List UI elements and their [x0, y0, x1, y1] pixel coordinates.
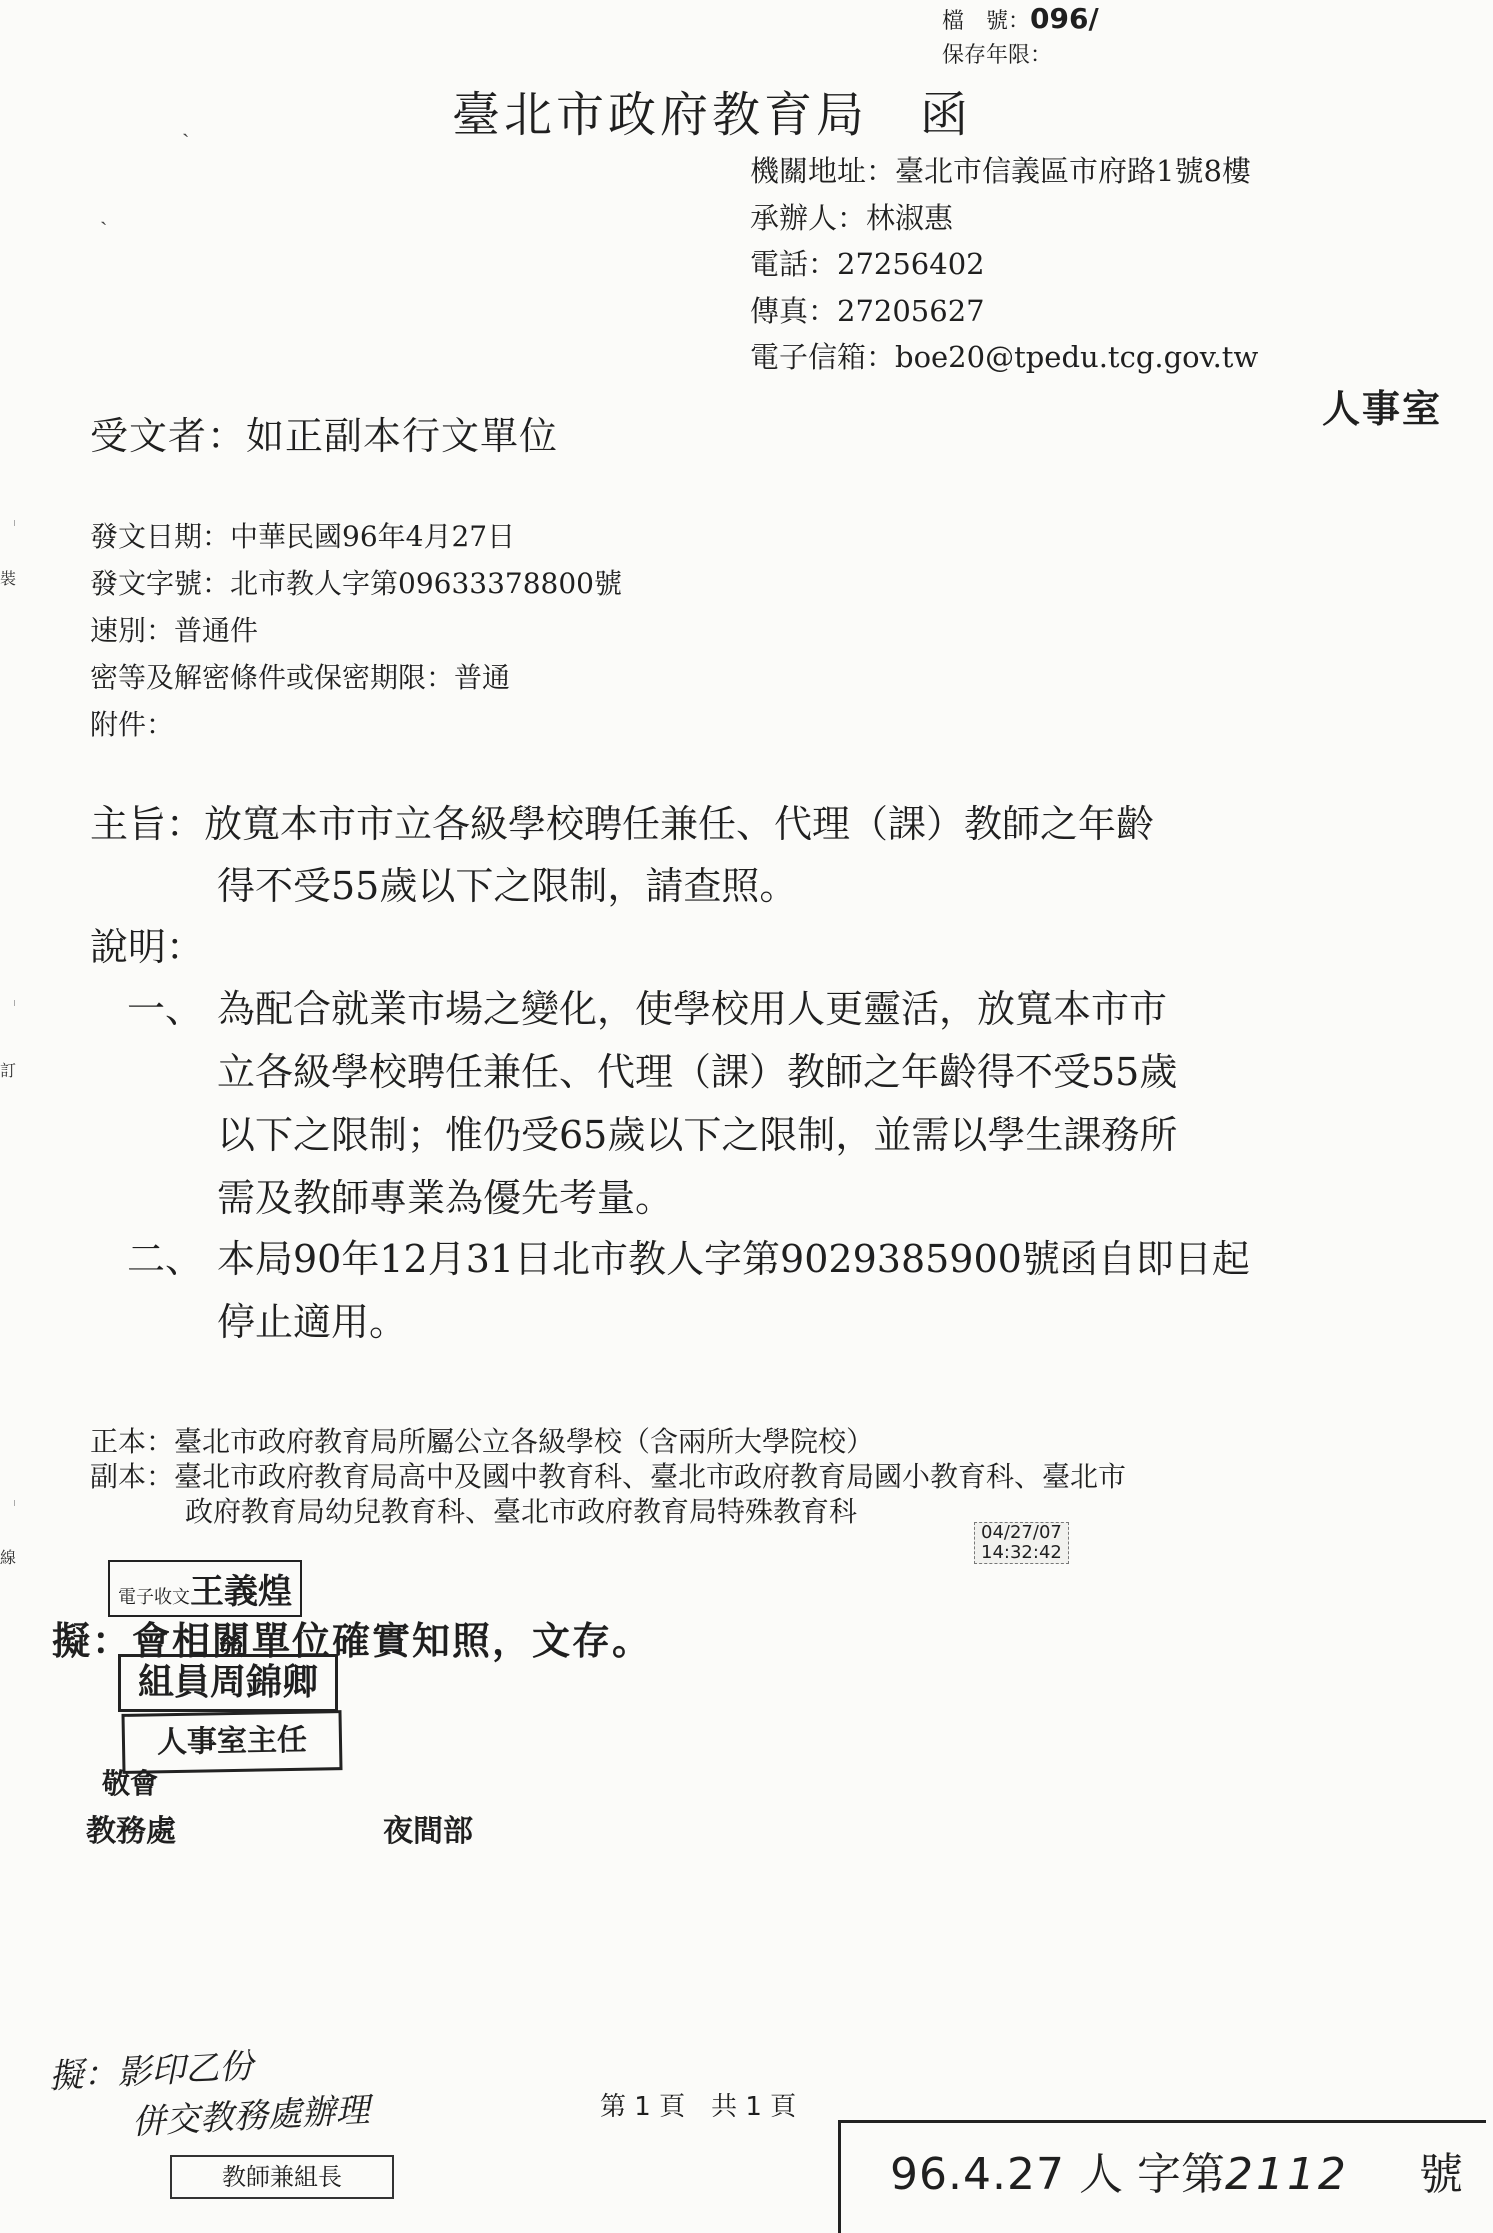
timestamp-date: 04/27/07 — [981, 1522, 1062, 1543]
description-item — [127, 978, 1177, 1230]
e-receipt-stamp — [108, 1560, 302, 1617]
attachment: 附件： — [90, 708, 175, 741]
personnel-director-seal: 人事室主任 — [121, 1710, 342, 1774]
speed-class: 速別：普通件 — [90, 614, 259, 647]
issue-date: 發文日期：中華民國96年4月27日 — [90, 520, 516, 553]
file-number-block — [942, 2, 1099, 73]
academic-affairs-office: 教務處 — [86, 1814, 176, 1849]
agency-contact — [750, 148, 1258, 381]
handler: 承辦人：林淑惠 — [750, 200, 954, 235]
handwritten-note-line: 併交教務處辦理 — [130, 2090, 371, 2143]
night-division: 夜間部 — [383, 1814, 473, 1849]
item-text: 本局90年12月31日北市教人字第9029385900號函自即日起 — [217, 1237, 1250, 1281]
item-text: 立各級學校聘任兼任、代理（課）教師之年齡得不受55歲 — [217, 1050, 1178, 1094]
item-number: 一、 — [127, 987, 204, 1031]
item-text: 以下之限制；惟仍受65歲以下之限制，並需以學生課務所 — [217, 1113, 1178, 1157]
margin-mark-ding: 訂 — [0, 1061, 17, 1080]
subject-line-2: 得不受55歲以下之限制，請查照。 — [217, 864, 798, 908]
subject-line-1: 主旨：放寬本市市立各級學校聘任兼任、代理（課）教師之年齡 — [90, 802, 1155, 846]
receipt-timestamp — [974, 1522, 1069, 1564]
teacher-seal: 教師兼組長 — [170, 2155, 394, 2199]
copy-recipients: 副本：臺北市政府教育局高中及國中教育科、臺北市政府教育局國小教育科、臺北市 — [90, 1460, 1127, 1493]
phone: 電話：27256402 — [750, 247, 985, 281]
e-receipt-name: 王義煌 — [190, 1572, 292, 1612]
file-label: 檔 號： — [942, 9, 1031, 34]
description-item — [127, 1228, 1250, 1354]
secrecy-level: 密等及解密條件或保密期限：普通 — [90, 661, 511, 694]
draft-instruction: 擬：會相關單位確實知照，文存。 — [52, 1619, 653, 1663]
scan-speck: ˏ — [100, 201, 108, 226]
margin-mark-xian: 線 — [0, 1548, 17, 1567]
item-text: 停止適用。 — [217, 1300, 408, 1344]
handwritten-note-line: 擬：影印乙份 — [48, 2046, 255, 2097]
subject — [90, 793, 1154, 917]
retention-label: 保存年限： — [942, 43, 1053, 68]
receipt-number: 2112 — [1224, 2149, 1349, 2200]
email: 電子信箱：boe20@tpedu.tcg.gov.tw — [750, 340, 1259, 374]
agency-address: 機關地址：臺北市信義區市府路1號8樓 — [750, 154, 1251, 188]
scan-speck: ˏ — [182, 113, 190, 138]
timestamp-time: 14:32:42 — [981, 1542, 1062, 1563]
receipt-prefix: 人 字第 — [1078, 2149, 1225, 2200]
item-number: 二、 — [127, 1237, 204, 1281]
fax: 傳真：27205627 — [750, 293, 985, 328]
receipt-suffix: 號 — [1418, 2149, 1463, 2200]
e-receipt-label: 電子收文 — [118, 1587, 190, 1608]
copy-recipients-cont: 政府教育局幼兒教育科、臺北市政府教育局特殊教育科 — [185, 1495, 858, 1528]
document-number: 發文字號：北市教人字第09633378800號 — [90, 567, 622, 600]
hr-department-stamp: 人事室 — [1322, 386, 1443, 431]
binding-tick — [14, 1000, 15, 1006]
binding-tick — [14, 520, 15, 526]
original-recipients: 正本：臺北市政府教育局所屬公立各級學校（含兩所大學院校） — [90, 1425, 875, 1458]
handwritten-note — [48, 2035, 371, 2152]
document-meta — [90, 513, 622, 748]
receipt-number-stamp — [890, 2138, 1463, 2202]
officer-seal: 組員周錦卿 — [118, 1654, 338, 1712]
receipt-date: 96.4.27 — [890, 2149, 1065, 2200]
description-label: 說明： — [90, 925, 205, 969]
file-number: 096/ — [1030, 2, 1099, 35]
page-number: 第 1 頁 共 1 頁 — [600, 2092, 797, 2122]
respectfully-circulate: 敬會 — [102, 1767, 159, 1800]
item-text: 需及教師專業為優先考量。 — [217, 1176, 674, 1220]
item-text: 為配合就業市場之變化，使學校用人更靈活，放寬本市市 — [217, 987, 1168, 1031]
document-title: 臺北市政府教育局 函 — [452, 87, 973, 143]
recipient: 受文者：如正副本行文單位 — [90, 414, 559, 458]
binding-tick — [14, 1500, 15, 1506]
distribution-list — [90, 1424, 1126, 1529]
margin-mark-zhuang: 裝 — [0, 569, 17, 588]
